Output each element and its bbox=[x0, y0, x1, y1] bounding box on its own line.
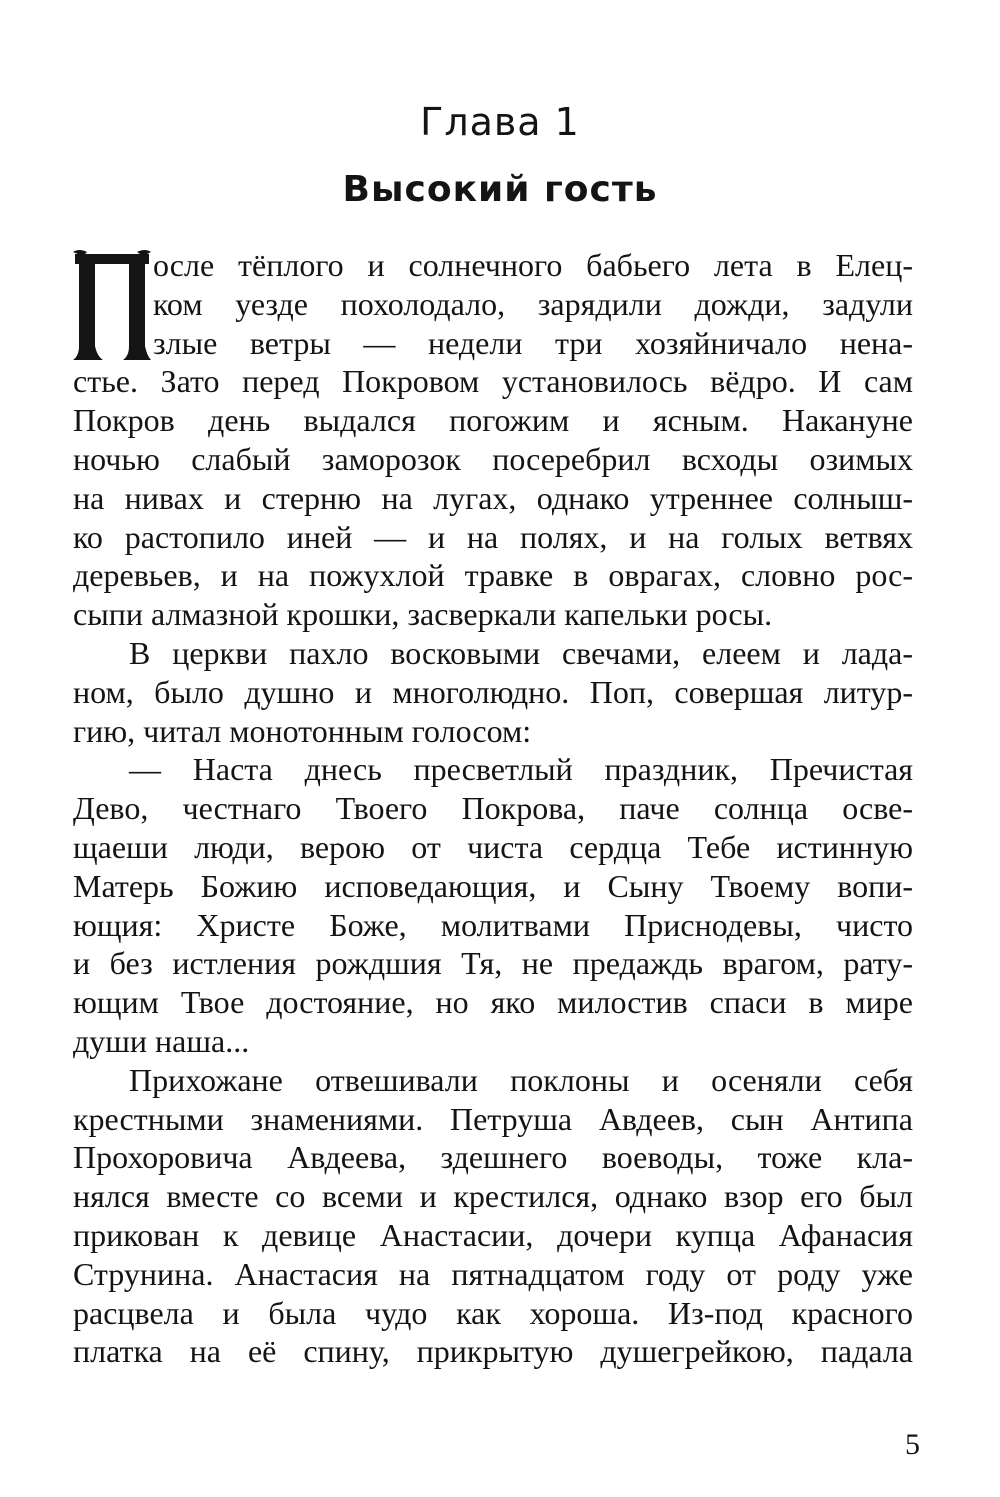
text-line: злые ветры — недели три хозяйничало нена- bbox=[153, 324, 913, 361]
text-line: души наша... bbox=[73, 1022, 250, 1059]
text-line: на нивах и стерню на лугах, однако утреннее солныш- bbox=[73, 479, 913, 516]
text-line: ком уезде похолодало, зарядили дожди, задули bbox=[153, 285, 913, 322]
text-line: прикован к девице Анастасии, дочери купца Афанасия bbox=[73, 1216, 913, 1253]
text-line: крестными знамениями. Петруша Авдеев, сын Антипа bbox=[73, 1100, 913, 1137]
chapter-title: Высокий гость bbox=[342, 169, 658, 210]
text-line: — Наста днесь пресветлый праздник, Пречистая bbox=[129, 751, 913, 788]
text-line: гию, читал монотонным голосом: bbox=[73, 712, 532, 749]
text-line: щаеши люди, верою от чиста сердца Тебе истинную bbox=[73, 828, 913, 865]
text-line: сыпи алмазной крошки, засверкали капельки росы. bbox=[73, 596, 773, 633]
text-line: Матерь Божию исповедающия, и Сыну Твоему вопи- bbox=[73, 867, 913, 904]
text-line: деревьев, и на пожухлой травке в оврагах, словно рос- bbox=[73, 557, 913, 594]
text-line: осле тёплого и солнечного бабьего лета в Елец- bbox=[153, 247, 913, 283]
text-line: Дево, честнаго Твоего Покрова, паче солнца осве- bbox=[73, 790, 913, 827]
text-line: ющим Твое достояние, но яко милостив спаси в мире bbox=[73, 984, 913, 1021]
text-line: Прихожане отвешивали поклоны и осеняли себя bbox=[129, 1061, 913, 1098]
text-line: расцвела и была чудо как хороша. Из-под красного bbox=[73, 1294, 913, 1331]
text-line: ночью слабый заморозок посеребрил всходы озимых bbox=[73, 440, 913, 477]
text-line: платка на её спину, прикрытую душегрейкою, падала bbox=[73, 1333, 913, 1370]
text-line: стье. Зато перед Покровом установилось вёдро. И сам bbox=[73, 363, 913, 400]
text-line: В церкви пахло восковыми свечами, елеем и лада- bbox=[129, 634, 913, 671]
body-text bbox=[73, 246, 913, 1371]
text-line: Прохоровича Авдеева, здешнего воеводы, тоже кла- bbox=[73, 1139, 913, 1176]
text-line: ном, было душно и многолюдно. Поп, совершая литур- bbox=[73, 673, 913, 710]
text-line: и без истления рождшия Тя, не предаждь врагом, рату- bbox=[73, 945, 913, 982]
chapter-heading: Глава 1 bbox=[420, 100, 580, 144]
text-line: Покров день выдался погожим и ясным. Накануне bbox=[73, 402, 913, 439]
text-line: ко растопило иней — и на полях, и на голых ветвях bbox=[73, 518, 913, 555]
text-line: ющия: Христе Боже, молитвами Приснодевы, чисто bbox=[73, 906, 913, 943]
page-number: 5 bbox=[905, 1428, 920, 1461]
text-line: нялся вместе со всеми и крестился, однако взор его был bbox=[73, 1178, 913, 1215]
text-line: Струнина. Анастасия на пятнадцатом году от роду уже bbox=[73, 1255, 913, 1292]
